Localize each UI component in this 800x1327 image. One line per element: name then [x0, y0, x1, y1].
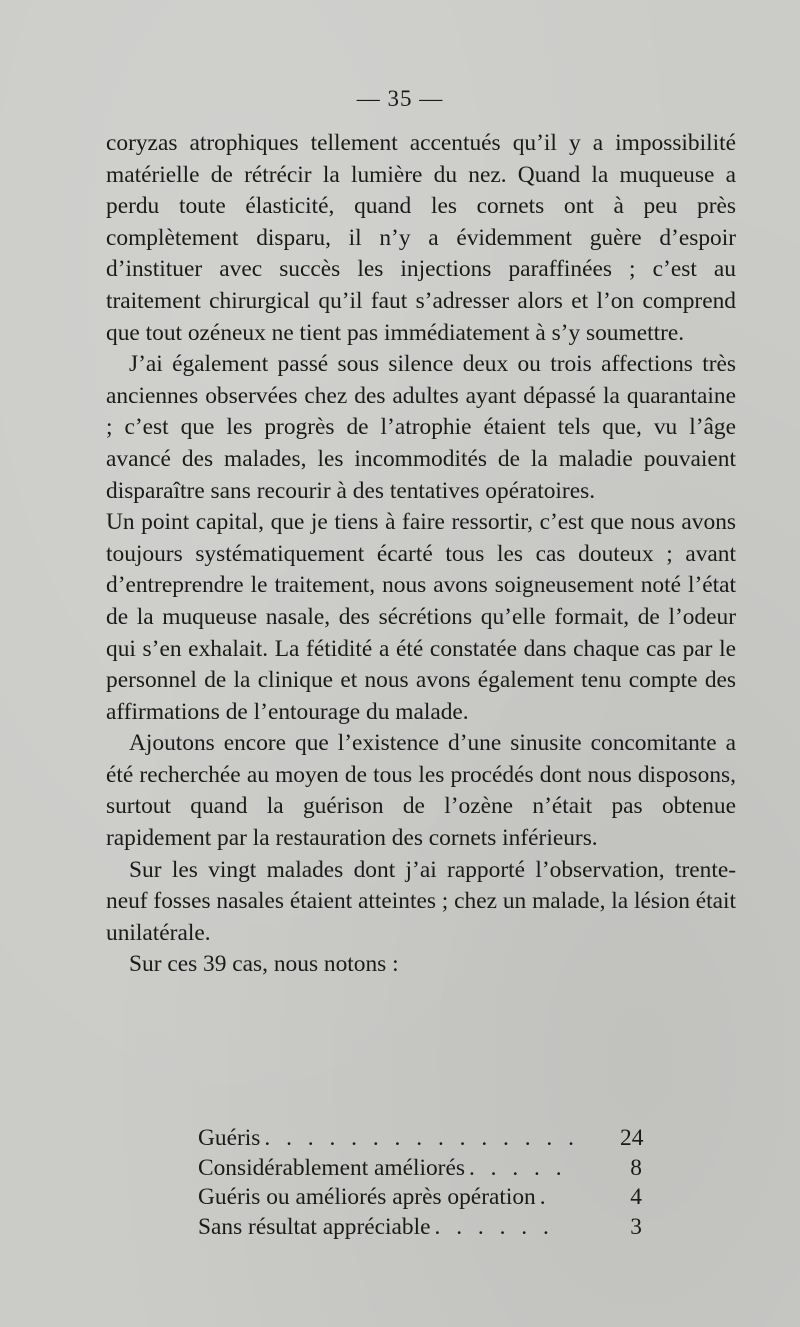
- result-value: 4: [630, 1184, 642, 1210]
- result-row: [198, 1213, 642, 1243]
- result-label: Sans résultat appréciable: [198, 1213, 431, 1240]
- paragraph-sinusitis: Ajoutons encore que l’existence d’une sinusite concomitante a été recherchée au moyen de tous les procédés dont nous disposons, surtout quand la guérison de l’ozène n’était pas obtenue rapidement par la restauration des cornets inférieurs.: [106, 730, 736, 852]
- dot-leader: .: [539, 1184, 551, 1210]
- paragraph-patients: Sur les vingt malades dont j’ai rapporté l’observation, trente-neuf fosses nasales étaient atteintes ; chez un malade, la lésion était unilatérale.: [106, 856, 737, 946]
- body-text: [106, 128, 736, 981]
- result-row: [198, 1154, 642, 1184]
- result-label: Guéris: [198, 1125, 261, 1151]
- paragraph-omitted-cases: J’ai également passé sous silence deux ou trois affections très anciennes observées chez des adultes ayant dépassé la quarantaine ; c’est que les progrès de l’atrophie étaient tels que, vu l’âge avancé des malades, les incommodités de la maladie pouvaient disparaître sans recourir à des tentatives opératoires.: [106, 351, 736, 504]
- result-row: [198, 1183, 642, 1213]
- results-list: [198, 1124, 642, 1242]
- dot-leader: . . . . .: [468, 1154, 567, 1181]
- result-row: [198, 1124, 642, 1154]
- paragraph-continuation: coryzas atrophiques tellement accentués qu’il y a impossibilité matérielle de rétrécir la lumière du nez. Quand la muqueuse a perdu toute élasticité, quand les cornets ont à peu près complètement disparu, il n’y a évidemment guère d’espoir d’instituer avec succès les injections paraffinées ; c’est au traitement chirurgical qu’il faut s’adresser alors et l’on comprend que tout ozéneux ne tient pas immédiatement à s’y soumettre.: [106, 130, 736, 346]
- paragraph-doubtful-cases: Un point capital, que je tiens à faire ressortir, c’est que nous avons toujours systématiquement écarté tous les cas douteux ; avant d’entreprendre le traitement, nous avons soigneusement noté l’état de la muqueuse nasale, des sécrétions qu’elle formait, de l’odeur qui s’en exhalait. La fétidité a été constatée dans chaque cas par le personnel de la clinique et nous avons également tenu compte des affirmations de l’entourage du malade.: [106, 509, 736, 725]
- paragraph-cases-intro: Sur ces 39 cas, nous notons :: [129, 951, 399, 978]
- result-value: 8: [630, 1154, 642, 1181]
- page-number: — 35 —: [356, 86, 444, 111]
- result-value: 3: [630, 1213, 642, 1240]
- result-value: 24: [620, 1125, 644, 1151]
- result-label: Guéris ou améliorés après opération: [198, 1184, 536, 1210]
- dot-leader: . . . . . . . . . . . . . . .: [264, 1125, 579, 1151]
- result-label: Considérablement améliorés: [198, 1154, 465, 1181]
- dot-leader: . . . . . .: [434, 1213, 554, 1240]
